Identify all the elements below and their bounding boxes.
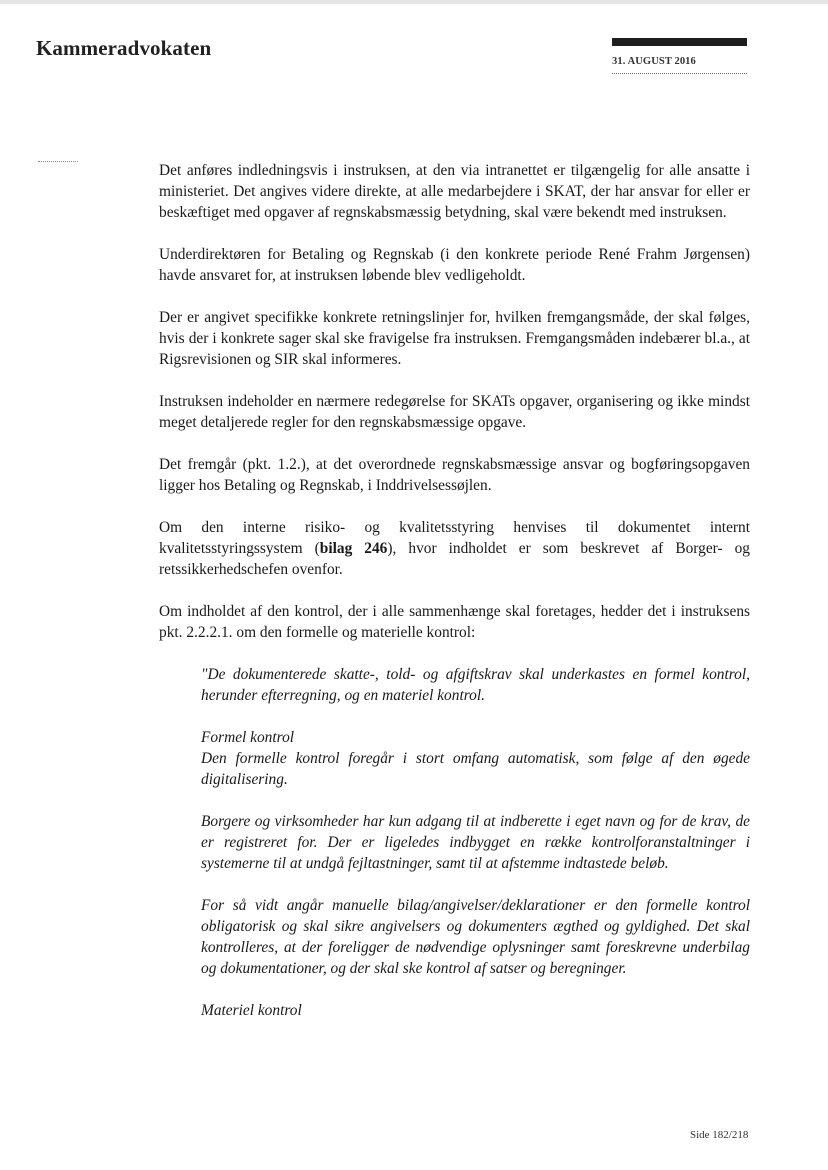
paragraph: Instruksen indeholder en nærmere redegørelse for SKATs opgaver, organisering og ikke mindst meget detaljerede regler for den regnskabsmæssige opgave. xyxy=(159,393,750,431)
paragraph-text: Om den interne risiko- og kvalitetsstyring henvises til dokumentet internt kvalitetsstyringssystem ( xyxy=(159,519,750,557)
date-underline xyxy=(612,73,747,74)
top-rule xyxy=(0,0,828,4)
quote-paragraph: Den formelle kontrol foregår i stort omfang automatisk, som følge af den øgede digitalisering. xyxy=(201,750,750,788)
paragraph: Det fremgår (pkt. 1.2.), at det overordnede regnskabsmæssige ansvar og bogføringsopgaven ligger hos Betaling og Regnskab, i Inddrivelsessøjlen. xyxy=(159,456,750,494)
formel-kontrol-heading: Formel kontrol xyxy=(201,729,295,746)
paragraph-text: ), hvor indholdet er som beskrevet af Borger- og retssikkerhedschefen ovenfor. xyxy=(159,540,750,578)
paragraph: Underdirektøren for Betaling og Regnskab (i den konkrete periode René Frahm Jørgensen) havde ansvaret for, at instruksen løbende blev vedligeholdt. xyxy=(159,246,750,284)
quote-intro: "De dokumenterede skatte-, told- og afgiftskrav skal underkastes en formel kontrol, herunder efterregning, og en materiel kontrol. xyxy=(201,666,750,704)
materiel-kontrol-heading: Materiel kontrol xyxy=(201,1002,302,1019)
bilag-reference: bilag 246 xyxy=(319,540,388,557)
quote-paragraph: For så vidt angår manuelle bilag/angivelser/deklarationer er den formelle kontrol obligatorisk og skal sikre angivelsers og dokumenters ægthed og gyldighed. Det skal kontrolleres, at der foreligger de nødvendige oplysninger samt foreskrevne underbilag og dokumentationer, og der skal ske kontrol af satser og beregninger. xyxy=(201,897,750,977)
date-bar xyxy=(612,38,747,46)
document-body xyxy=(159,160,750,1021)
paragraph: Om indholdet af den kontrol, der i alle sammenhænge skal foretages, hedder det i instruksens pkt. 2.2.2.1. om den formelle og materielle kontrol: xyxy=(159,603,750,641)
paragraph: Det anføres indledningsvis i instruksen, at den via intranettet er tilgængelig for alle ansatte i ministeriet. Det angives videre direkte, at alle medarbejdere i SKAT, der har ansvar for eller er beskæftiget med opgaver af regnskabsmæssig betydning, skal være bekendt med instruksen. xyxy=(159,162,750,221)
margin-mark xyxy=(38,161,78,162)
quote-paragraph: Borgere og virksomheder har kun adgang til at indberette i eget navn og for de krav, de er registreret for. Der er ligeledes indbygget en række kontrolforanstaltninger i systemerne til at undgå fejltastninger, samt til at afstemme indtastede beløb. xyxy=(201,813,750,872)
date-block xyxy=(612,38,747,74)
firm-name: Kammeradvokaten xyxy=(36,36,212,60)
paragraph: Der er angivet specifikke konkrete retningslinjer for, hvilken fremgangsmåde, der skal følges, hvis der i konkrete sager skal ske fravigelse fra instruksen. Fremgangsmåden indebærer bl.a., at Rigsrevisionen og SIR skal informeres. xyxy=(159,309,750,368)
document-date: 31. AUGUST 2016 xyxy=(612,56,696,67)
page-number: Side 182/218 xyxy=(690,1129,749,1141)
block-quote xyxy=(201,664,750,1021)
paragraph-bilag xyxy=(159,517,750,580)
